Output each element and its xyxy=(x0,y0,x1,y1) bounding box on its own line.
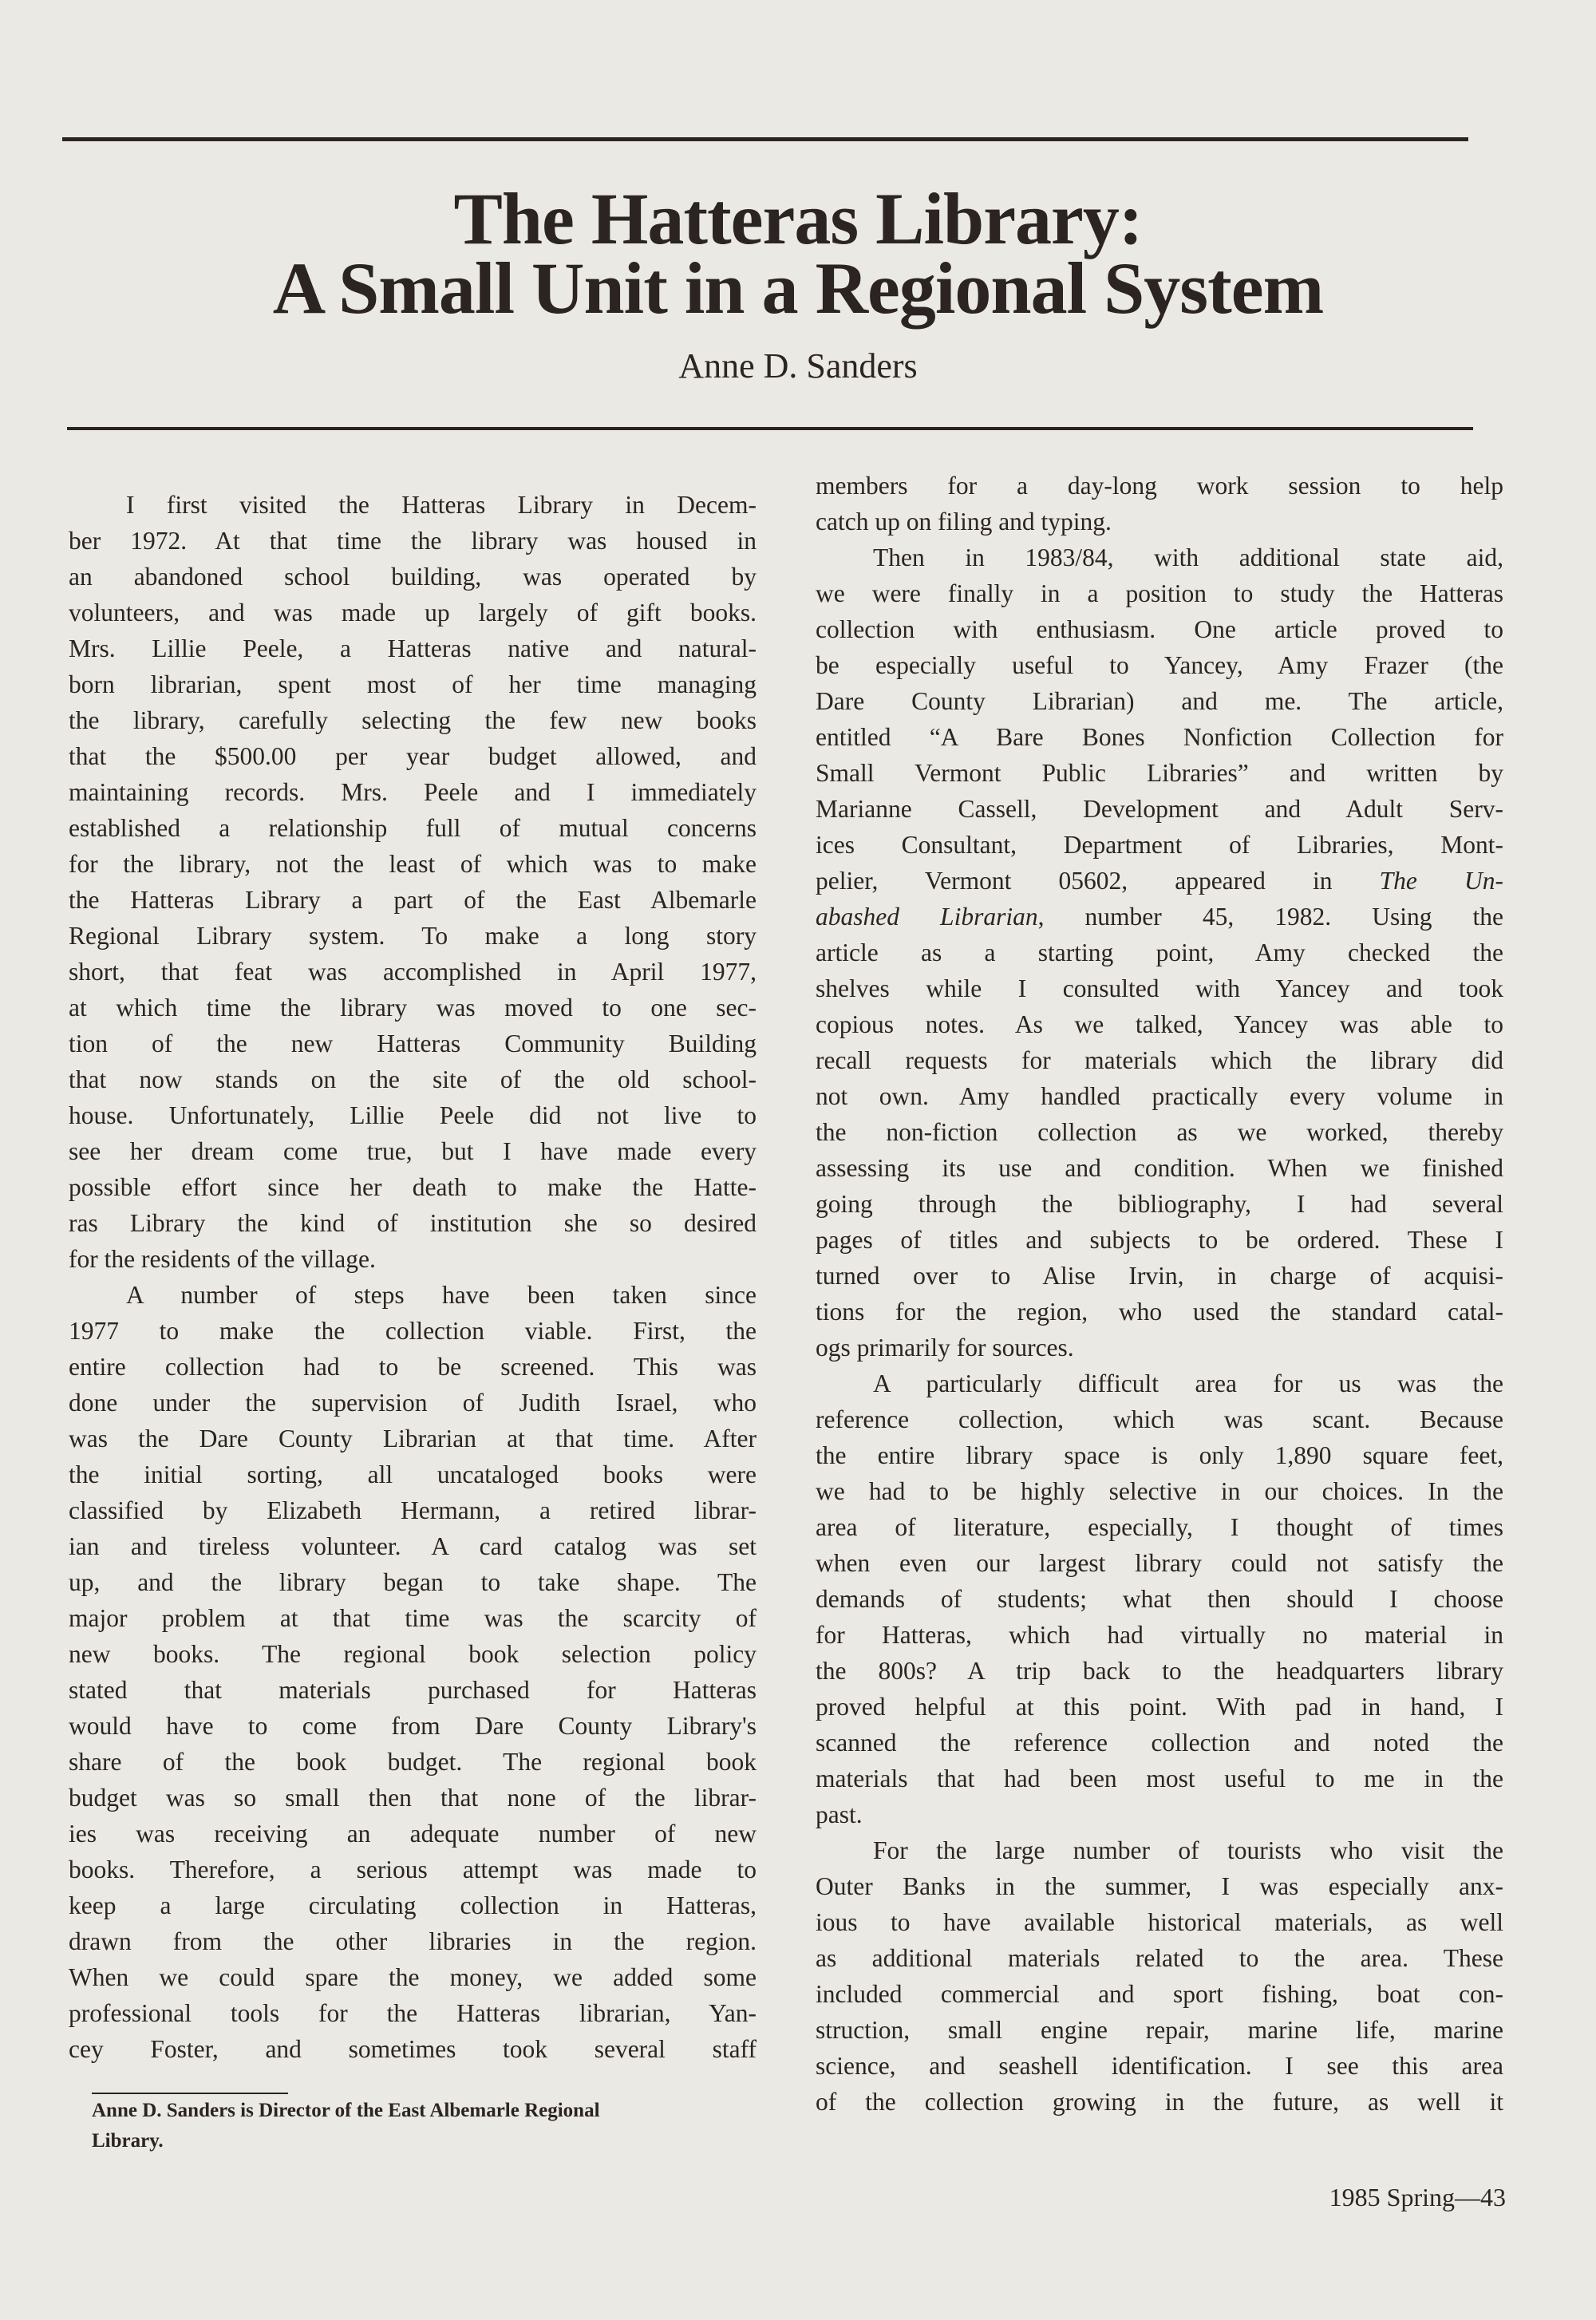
text-line: going through the bibliography, I had several xyxy=(816,1190,1503,1218)
text-line: as additional materials related to the area. These xyxy=(816,1944,1503,1972)
text-line: of the collection growing in the future, as well it xyxy=(816,2088,1503,2116)
text-line: keep a large circulating collection in Hatteras, xyxy=(69,1891,757,1919)
text-line: abashed Librarian, number 45, 1982. Using the xyxy=(816,903,1503,931)
text-line: I first visited the Hatteras Library in Decem- xyxy=(126,491,757,519)
text-line: copious notes. As we talked, Yancey was able to xyxy=(816,1010,1503,1038)
text-line: struction, small engine repair, marine life, marine xyxy=(816,2016,1503,2044)
text-line: at which time the library was moved to one sec- xyxy=(69,994,757,1022)
text-line: ies was receiving an adequate number of new xyxy=(69,1820,757,1848)
text-line: assessing its use and condition. When we finished xyxy=(816,1154,1503,1182)
text-line: science, and seashell identification. I see this area xyxy=(816,2052,1503,2080)
text-line: possible effort since her death to make the Hatte- xyxy=(69,1173,757,1201)
text-line: the initial sorting, all uncataloged books were xyxy=(69,1460,757,1488)
text-line: books. Therefore, a serious attempt was made to xyxy=(69,1856,757,1883)
text-line: the Hatteras Library a part of the East Albemarle xyxy=(69,886,757,914)
text-line: share of the book budget. The regional book xyxy=(69,1748,757,1776)
footnote-line-2: Library. xyxy=(92,2130,164,2152)
text-line: born librarian, spent most of her time managing xyxy=(69,670,757,698)
text-line: ogs primarily for sources. xyxy=(816,1334,1074,1362)
text-line: major problem at that time was the scarcity of xyxy=(69,1604,757,1632)
text-line: for the library, not the least of which was to make xyxy=(69,850,757,878)
text-line: shelves while I consulted with Yancey and took xyxy=(816,974,1503,1002)
text-line: maintaining records. Mrs. Peele and I immediately xyxy=(69,778,757,806)
text-line: short, that feat was accomplished in April 1977, xyxy=(69,958,757,986)
text-line: be especially useful to Yancey, Amy Frazer (the xyxy=(816,651,1503,679)
text-line: entire collection had to be screened. This was xyxy=(69,1353,757,1381)
text-line: established a relationship full of mutual concerns xyxy=(69,814,757,842)
right-column xyxy=(816,468,1503,2120)
text-line: tions for the region, who used the standard catal- xyxy=(816,1298,1503,1326)
text-line: ious to have available historical materials, as well xyxy=(816,1908,1503,1936)
text-line: proved helpful at this point. With pad in hand, I xyxy=(816,1693,1503,1721)
text-line: reference collection, which was scant. Because xyxy=(816,1405,1503,1433)
text-line: professional tools for the Hatteras librarian, Yan- xyxy=(69,1999,757,2027)
text-line: ras Library the kind of institution she so desired xyxy=(69,1209,757,1237)
text-line: the non-fiction collection as we worked, thereby xyxy=(816,1118,1503,1146)
text-line: Dare County Librarian) and me. The article, xyxy=(816,687,1503,715)
footnote-rule xyxy=(92,2093,288,2094)
text-line: Regional Library system. To make a long story xyxy=(69,922,757,950)
text-line: Marianne Cassell, Development and Adult Serv- xyxy=(816,795,1503,823)
italic-title: The Un- xyxy=(1379,867,1503,895)
italic-title: abashed Librarian xyxy=(816,903,1038,931)
text-line: budget was so small then that none of the librar- xyxy=(69,1784,757,1812)
top-rule xyxy=(62,137,1468,141)
text-line: past. xyxy=(816,1800,863,1828)
text-line: done under the supervision of Judith Israel, who xyxy=(69,1389,757,1417)
text-line: collection with enthusiasm. One article proved to xyxy=(816,615,1503,643)
article-title-line-2: A Small Unit in a Regional System xyxy=(272,247,1324,329)
text-line: classified by Elizabeth Hermann, a retired librar- xyxy=(69,1496,757,1524)
text-line: scanned the reference collection and noted the xyxy=(816,1729,1503,1757)
text-line: volunteers, and was made up largely of gift books. xyxy=(69,599,757,626)
text-line: stated that materials purchased for Hatteras xyxy=(69,1676,757,1704)
text-line: ber 1972. At that time the library was housed in xyxy=(69,527,757,555)
text-line: not own. Amy handled practically every volume in xyxy=(816,1082,1503,1110)
text-line: for the residents of the village. xyxy=(69,1245,376,1273)
text-line: when even our largest library could not satisfy the xyxy=(816,1549,1503,1577)
footnote-line-1: Anne D. Sanders is Director of the East Albemarle Regional xyxy=(92,2100,600,2121)
text-line: A number of steps have been taken since xyxy=(126,1281,757,1309)
text-line: pelier, Vermont 05602, appeared in The Un- xyxy=(816,867,1503,895)
text-line: article as a starting point, Amy checked the xyxy=(816,939,1503,966)
text-line: pages of titles and subjects to be ordered. These I xyxy=(816,1226,1503,1254)
page-folio: 1985 Spring—43 xyxy=(1329,2183,1506,2211)
text-line: included commercial and sport fishing, boat con- xyxy=(816,1980,1503,2008)
article-title-line-1: The Hatteras Library: xyxy=(453,178,1143,259)
text-line: Then in 1983/84, with additional state aid, xyxy=(873,543,1503,571)
text-line: recall requests for materials which the library did xyxy=(816,1046,1503,1074)
text-line: A particularly difficult area for us was the xyxy=(873,1369,1503,1397)
bottom-rule xyxy=(67,427,1473,430)
text-line: Outer Banks in the summer, I was especially anx- xyxy=(816,1872,1503,1900)
text-line: cey Foster, and sometimes took several staff xyxy=(69,2035,757,2063)
text-line: Small Vermont Public Libraries” and written by xyxy=(816,759,1503,787)
text-line: up, and the library began to take shape. The xyxy=(69,1568,757,1596)
text-line: 1977 to make the collection viable. First, the xyxy=(69,1317,757,1345)
text-line: the entire library space is only 1,890 square feet, xyxy=(816,1441,1503,1469)
text-line: drawn from the other libraries in the region. xyxy=(69,1927,757,1955)
text-line: When we could spare the money, we added some xyxy=(69,1963,757,1991)
text-line: was the Dare County Librarian at that time. After xyxy=(69,1425,757,1452)
text-line: we were finally in a position to study the Hatteras xyxy=(816,579,1503,607)
article-author: Anne D. Sanders xyxy=(678,346,918,385)
text-line: catch up on filing and typing. xyxy=(816,508,1112,536)
text-line: demands of students; what then should I choose xyxy=(816,1585,1503,1613)
text-line: for Hatteras, which had virtually no material in xyxy=(816,1621,1503,1649)
text-line: For the large number of tourists who visit the xyxy=(873,1836,1503,1864)
text-line: would have to come from Dare County Library's xyxy=(69,1712,757,1740)
text-line: that now stands on the site of the old school- xyxy=(69,1065,757,1093)
text-line: area of literature, especially, I thought of times xyxy=(816,1513,1503,1541)
text-line: members for a day-long work session to help xyxy=(816,472,1503,500)
text-line: we had to be highly selective in our choices. In the xyxy=(816,1477,1503,1505)
left-column xyxy=(69,487,757,2067)
text-line: that the $500.00 per year budget allowed, and xyxy=(69,742,757,770)
text-line: entitled “A Bare Bones Nonfiction Collection for xyxy=(816,723,1503,751)
text-line: materials that had been most useful to me in the xyxy=(816,1765,1503,1792)
text-line: Mrs. Lillie Peele, a Hatteras native and natural- xyxy=(69,634,757,662)
author-footnote xyxy=(92,2096,762,2156)
text-line: ices Consultant, Department of Libraries, Mont- xyxy=(816,831,1503,859)
text-line: see her dream come true, but I have made every xyxy=(69,1137,757,1165)
text-line: ian and tireless volunteer. A card catalog was set xyxy=(69,1532,757,1560)
text-line: the library, carefully selecting the few new books xyxy=(69,706,757,734)
text-line: house. Unfortunately, Lillie Peele did not live to xyxy=(69,1101,757,1129)
text-line: new books. The regional book selection policy xyxy=(69,1640,757,1668)
text-line: the 800s? A trip back to the headquarters library xyxy=(816,1657,1503,1685)
text-line: an abandoned school building, was operated by xyxy=(69,563,757,591)
text-line: turned over to Alise Irvin, in charge of acquisi- xyxy=(816,1262,1503,1290)
text-line: tion of the new Hatteras Community Building xyxy=(69,1030,757,1057)
